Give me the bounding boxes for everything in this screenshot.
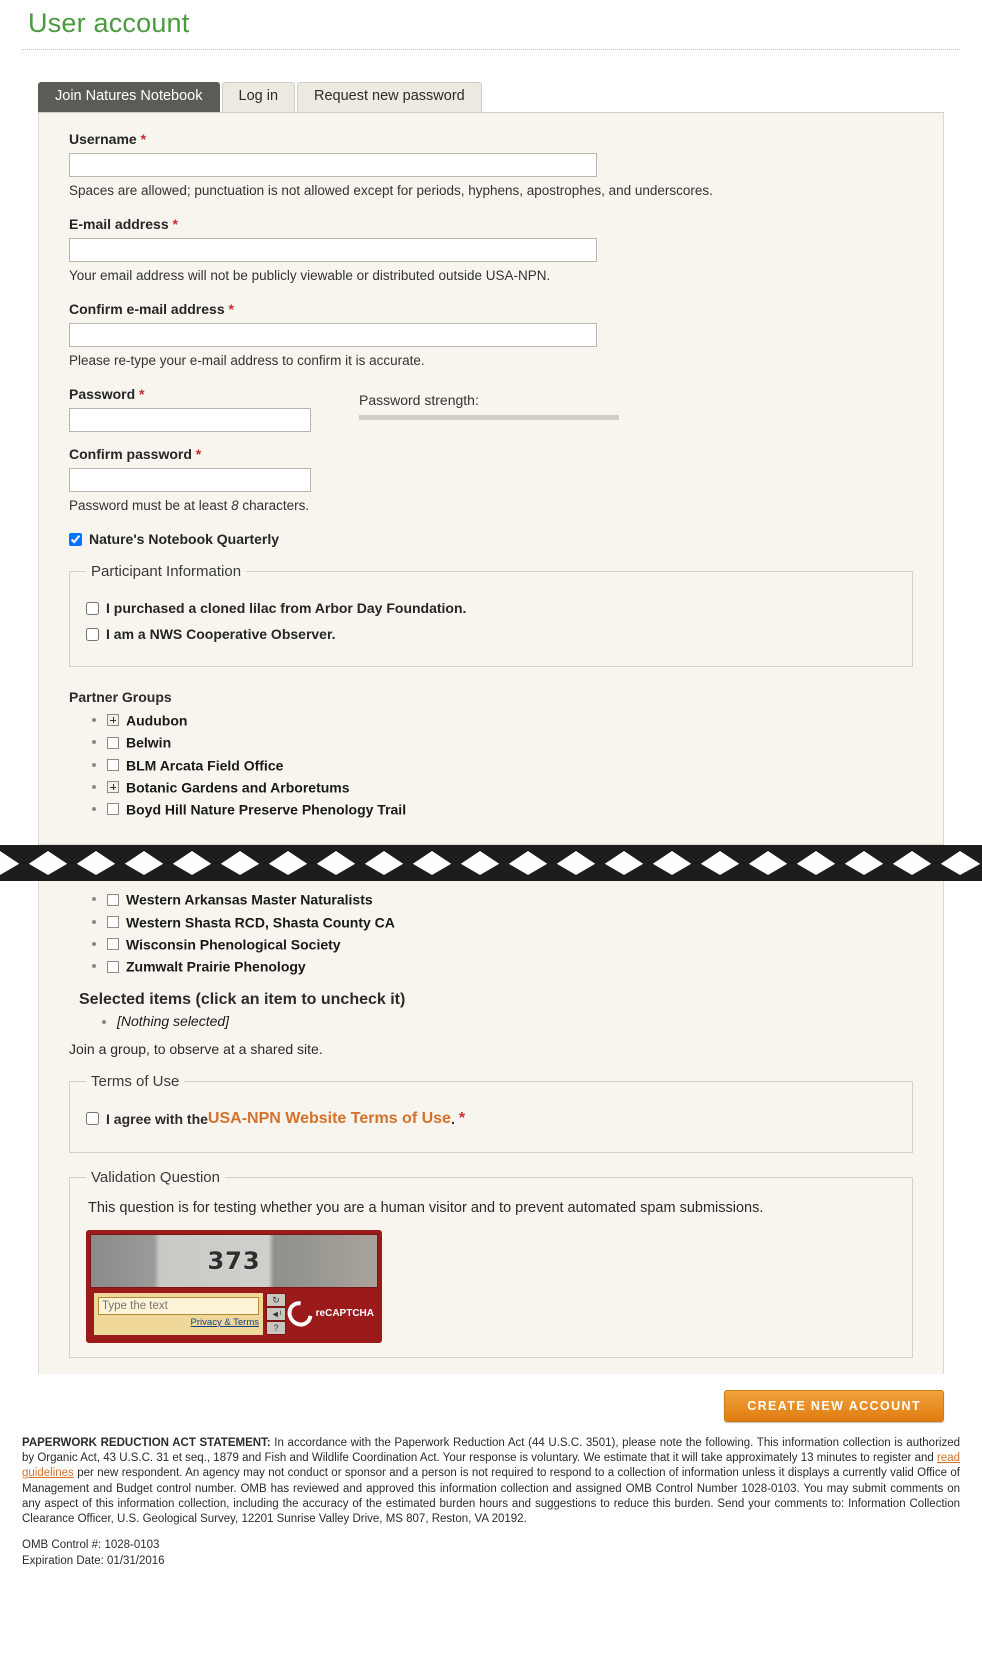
username-required-marker: * (140, 131, 147, 147)
tab-log-in[interactable]: Log in (222, 82, 296, 112)
list-item[interactable] (107, 890, 913, 907)
submit-row (0, 1390, 944, 1422)
username-label-text: Username (69, 131, 137, 147)
partner-label: Western Arkansas Master Naturalists (126, 891, 373, 908)
email-label (69, 216, 913, 232)
selected-items-heading: Selected items (click an item to uncheck it) (79, 990, 406, 1008)
participant-option-nws[interactable] (86, 626, 896, 642)
password-field-block (69, 386, 311, 432)
tab-join-natures-notebook[interactable]: Join Natures Notebook (38, 82, 220, 112)
selected-items-list (69, 1013, 913, 1029)
list-item[interactable] (107, 756, 913, 773)
email-label-text: E-mail address (69, 216, 169, 232)
password-strength-meter (359, 392, 619, 420)
confirm-email-label (69, 301, 913, 317)
validation-question-legend: Validation Question (91, 1168, 220, 1186)
nws-label: I am a NWS Cooperative Observer. (106, 626, 336, 642)
list-item[interactable] (107, 957, 913, 974)
email-required-marker: * (172, 216, 178, 232)
confirm-email-input[interactable] (69, 323, 597, 347)
list-item[interactable] (107, 800, 913, 817)
terms-checkbox[interactable] (86, 1112, 99, 1125)
partner-label: Boyd Hill Nature Preserve Phenology Trail (126, 801, 407, 818)
tab-request-new-password[interactable]: Request new password (297, 82, 482, 112)
validation-question-group (69, 1169, 913, 1358)
password-strength-bar (359, 415, 619, 420)
newsletter-checkbox[interactable] (69, 533, 82, 546)
join-group-note: Join a group, to observe at a shared site. (69, 1040, 323, 1057)
page-title: User account (28, 8, 190, 38)
password-required-marker: * (139, 386, 145, 402)
password-hint-number: 8 (231, 498, 239, 513)
confirm-password-label-text: Confirm password (69, 446, 192, 462)
title-divider (22, 49, 960, 50)
omb-expiration-date: Expiration Date: 01/31/2016 (22, 1555, 165, 1568)
captcha-controls-row (90, 1288, 378, 1339)
tear-graphic (0, 845, 982, 881)
partner-groups-heading: Partner Groups (69, 689, 172, 705)
partner-label: Audubon (126, 712, 188, 729)
confirm-password-label (69, 446, 913, 462)
captcha-input-wrap (94, 1293, 263, 1335)
read-guidelines-link[interactable]: read guidelines (22, 1451, 960, 1480)
paperwork-heading: PAPERWORK REDUCTION ACT STATEMENT: (22, 1436, 271, 1449)
terms-of-use-group (69, 1073, 913, 1153)
expand-icon[interactable] (107, 714, 119, 726)
checkbox-icon[interactable] (107, 916, 119, 928)
list-item[interactable] (107, 733, 913, 750)
username-input[interactable] (69, 153, 597, 177)
partner-groups-list-bottom (69, 890, 913, 974)
email-input[interactable] (69, 238, 597, 262)
email-hint: Your email address will not be publicly viewable or distributed outside USA-NPN. (69, 268, 551, 283)
selected-item-label: [Nothing selected] (117, 1012, 230, 1029)
audio-icon[interactable]: ◄ᴵ (266, 1307, 286, 1321)
captcha-control-buttons (266, 1293, 288, 1335)
username-hint: Spaces are allowed; punctuation is not allowed except for periods, hyphens, apostrophes, and underscores. (69, 183, 713, 198)
list-item[interactable] (107, 935, 913, 952)
recaptcha-circle-icon (283, 1296, 318, 1331)
confirm-password-input[interactable] (69, 468, 311, 492)
participant-option-lilac[interactable] (86, 600, 896, 616)
partner-label: BLM Arcata Field Office (126, 756, 284, 773)
omb-info (22, 1537, 960, 1569)
password-label (69, 386, 311, 402)
checkbox-icon[interactable] (107, 803, 119, 815)
captcha-privacy-link[interactable]: Privacy & Terms (190, 1316, 259, 1328)
list-item[interactable] (117, 1013, 913, 1029)
confirm-email-label-text: Confirm e-mail address (69, 301, 225, 317)
list-item[interactable] (107, 913, 913, 930)
recaptcha-logo (288, 1293, 374, 1335)
partner-label: Zumwalt Prairie Phenology (126, 958, 306, 975)
create-new-account-button[interactable]: CREATE NEW ACCOUNT (724, 1390, 944, 1422)
paperwork-reduction-act-statement (22, 1436, 960, 1528)
password-label-text: Password (69, 386, 136, 402)
password-hint-suffix: characters. (238, 498, 310, 513)
checkbox-icon[interactable] (107, 759, 119, 771)
help-icon[interactable]: ? (266, 1321, 286, 1335)
checkbox-icon[interactable] (107, 938, 119, 950)
password-input[interactable] (69, 408, 311, 432)
validation-description: This question is for testing whether you are a human visitor and to prevent automated spam submissions. (88, 1199, 764, 1216)
confirm-email-required-marker: * (228, 301, 234, 317)
recaptcha-brand-text: reCAPTCHA (315, 1308, 374, 1320)
confirm-password-required-marker: * (195, 446, 202, 462)
username-label (69, 131, 913, 147)
password-hint-prefix: Password must be at least (69, 498, 232, 513)
newsletter-row[interactable] (69, 531, 913, 547)
checkbox-icon[interactable] (107, 961, 119, 973)
checkbox-icon[interactable] (107, 737, 119, 749)
paperwork-text-2: per new respondent. An agency may not conduct or sponsor and a person is not required to respond to a collection of information unless it displays a currently valid Office of Management and Budget control number. OMB has reviewed and approved this information collection and assigned OMB Control Number 1028-0103. You may submit comments on any aspect of this information collection, including the accuracy of the estimated burden hours and suggestions to reduce this burden. Send your comments to: Information Collection Clearance Officer, U.S. Geological Survey, 12201 Sunrise Valley Drive, MS 807, Reston, VA 20192. (22, 1467, 960, 1526)
nws-checkbox[interactable] (86, 628, 99, 641)
captcha-image (90, 1234, 378, 1288)
terms-suffix: . (450, 1110, 455, 1127)
list-item[interactable] (107, 711, 913, 728)
password-length-hint (69, 498, 913, 513)
password-strength-label: Password strength: (359, 392, 479, 408)
omb-control-number: OMB Control #: 1028-0103 (22, 1539, 160, 1552)
tab-bar (38, 84, 982, 112)
partner-label: Belwin (126, 734, 172, 751)
confirm-email-hint: Please re-type your e-mail address to confirm it is accurate. (69, 353, 425, 368)
torn-page-divider (0, 845, 982, 881)
registration-form-panel (38, 113, 944, 845)
partner-label: Wisconsin Phenological Society (126, 936, 341, 953)
captcha-input[interactable] (98, 1297, 259, 1315)
checkbox-icon[interactable] (107, 894, 119, 906)
terms-of-use-link[interactable]: USA-NPN Website Terms of Use (207, 1109, 451, 1127)
partner-groups-list-top (69, 711, 913, 817)
registration-form-lower (38, 881, 944, 1373)
lilac-checkbox[interactable] (86, 602, 99, 615)
paperwork-text-1: In accordance with the Paperwork Reduction Act (44 U.S.C. 3501), please note the following. This information collection is authorized by Organic Act, 43 U.S.C. 31 et seq., 1879 and Fish and Wildlife Coordination Act. Your response is voluntary. We estimate that it will take approximately 13 minutes to register and (22, 1436, 960, 1464)
password-row (69, 386, 913, 432)
newsletter-label: Nature's Notebook Quarterly (89, 531, 280, 547)
partner-label: Western Shasta RCD, Shasta County CA (126, 914, 395, 931)
terms-agree-row[interactable] (86, 1110, 896, 1128)
terms-prefix: I agree with the (106, 1110, 208, 1127)
captcha-digits: 373 (207, 1246, 261, 1275)
lilac-label: I purchased a cloned lilac from Arbor Day Foundation. (106, 600, 467, 616)
participant-information-group (69, 563, 913, 667)
refresh-icon[interactable]: ↻ (266, 1293, 286, 1307)
terms-required-marker: * (458, 1109, 466, 1127)
list-item[interactable] (107, 778, 913, 795)
terms-of-use-legend: Terms of Use (91, 1072, 180, 1090)
participant-information-legend: Participant Information (91, 563, 242, 580)
partner-label: Botanic Gardens and Arboretums (126, 779, 350, 796)
expand-icon[interactable] (107, 781, 119, 793)
recaptcha-widget (86, 1230, 382, 1343)
